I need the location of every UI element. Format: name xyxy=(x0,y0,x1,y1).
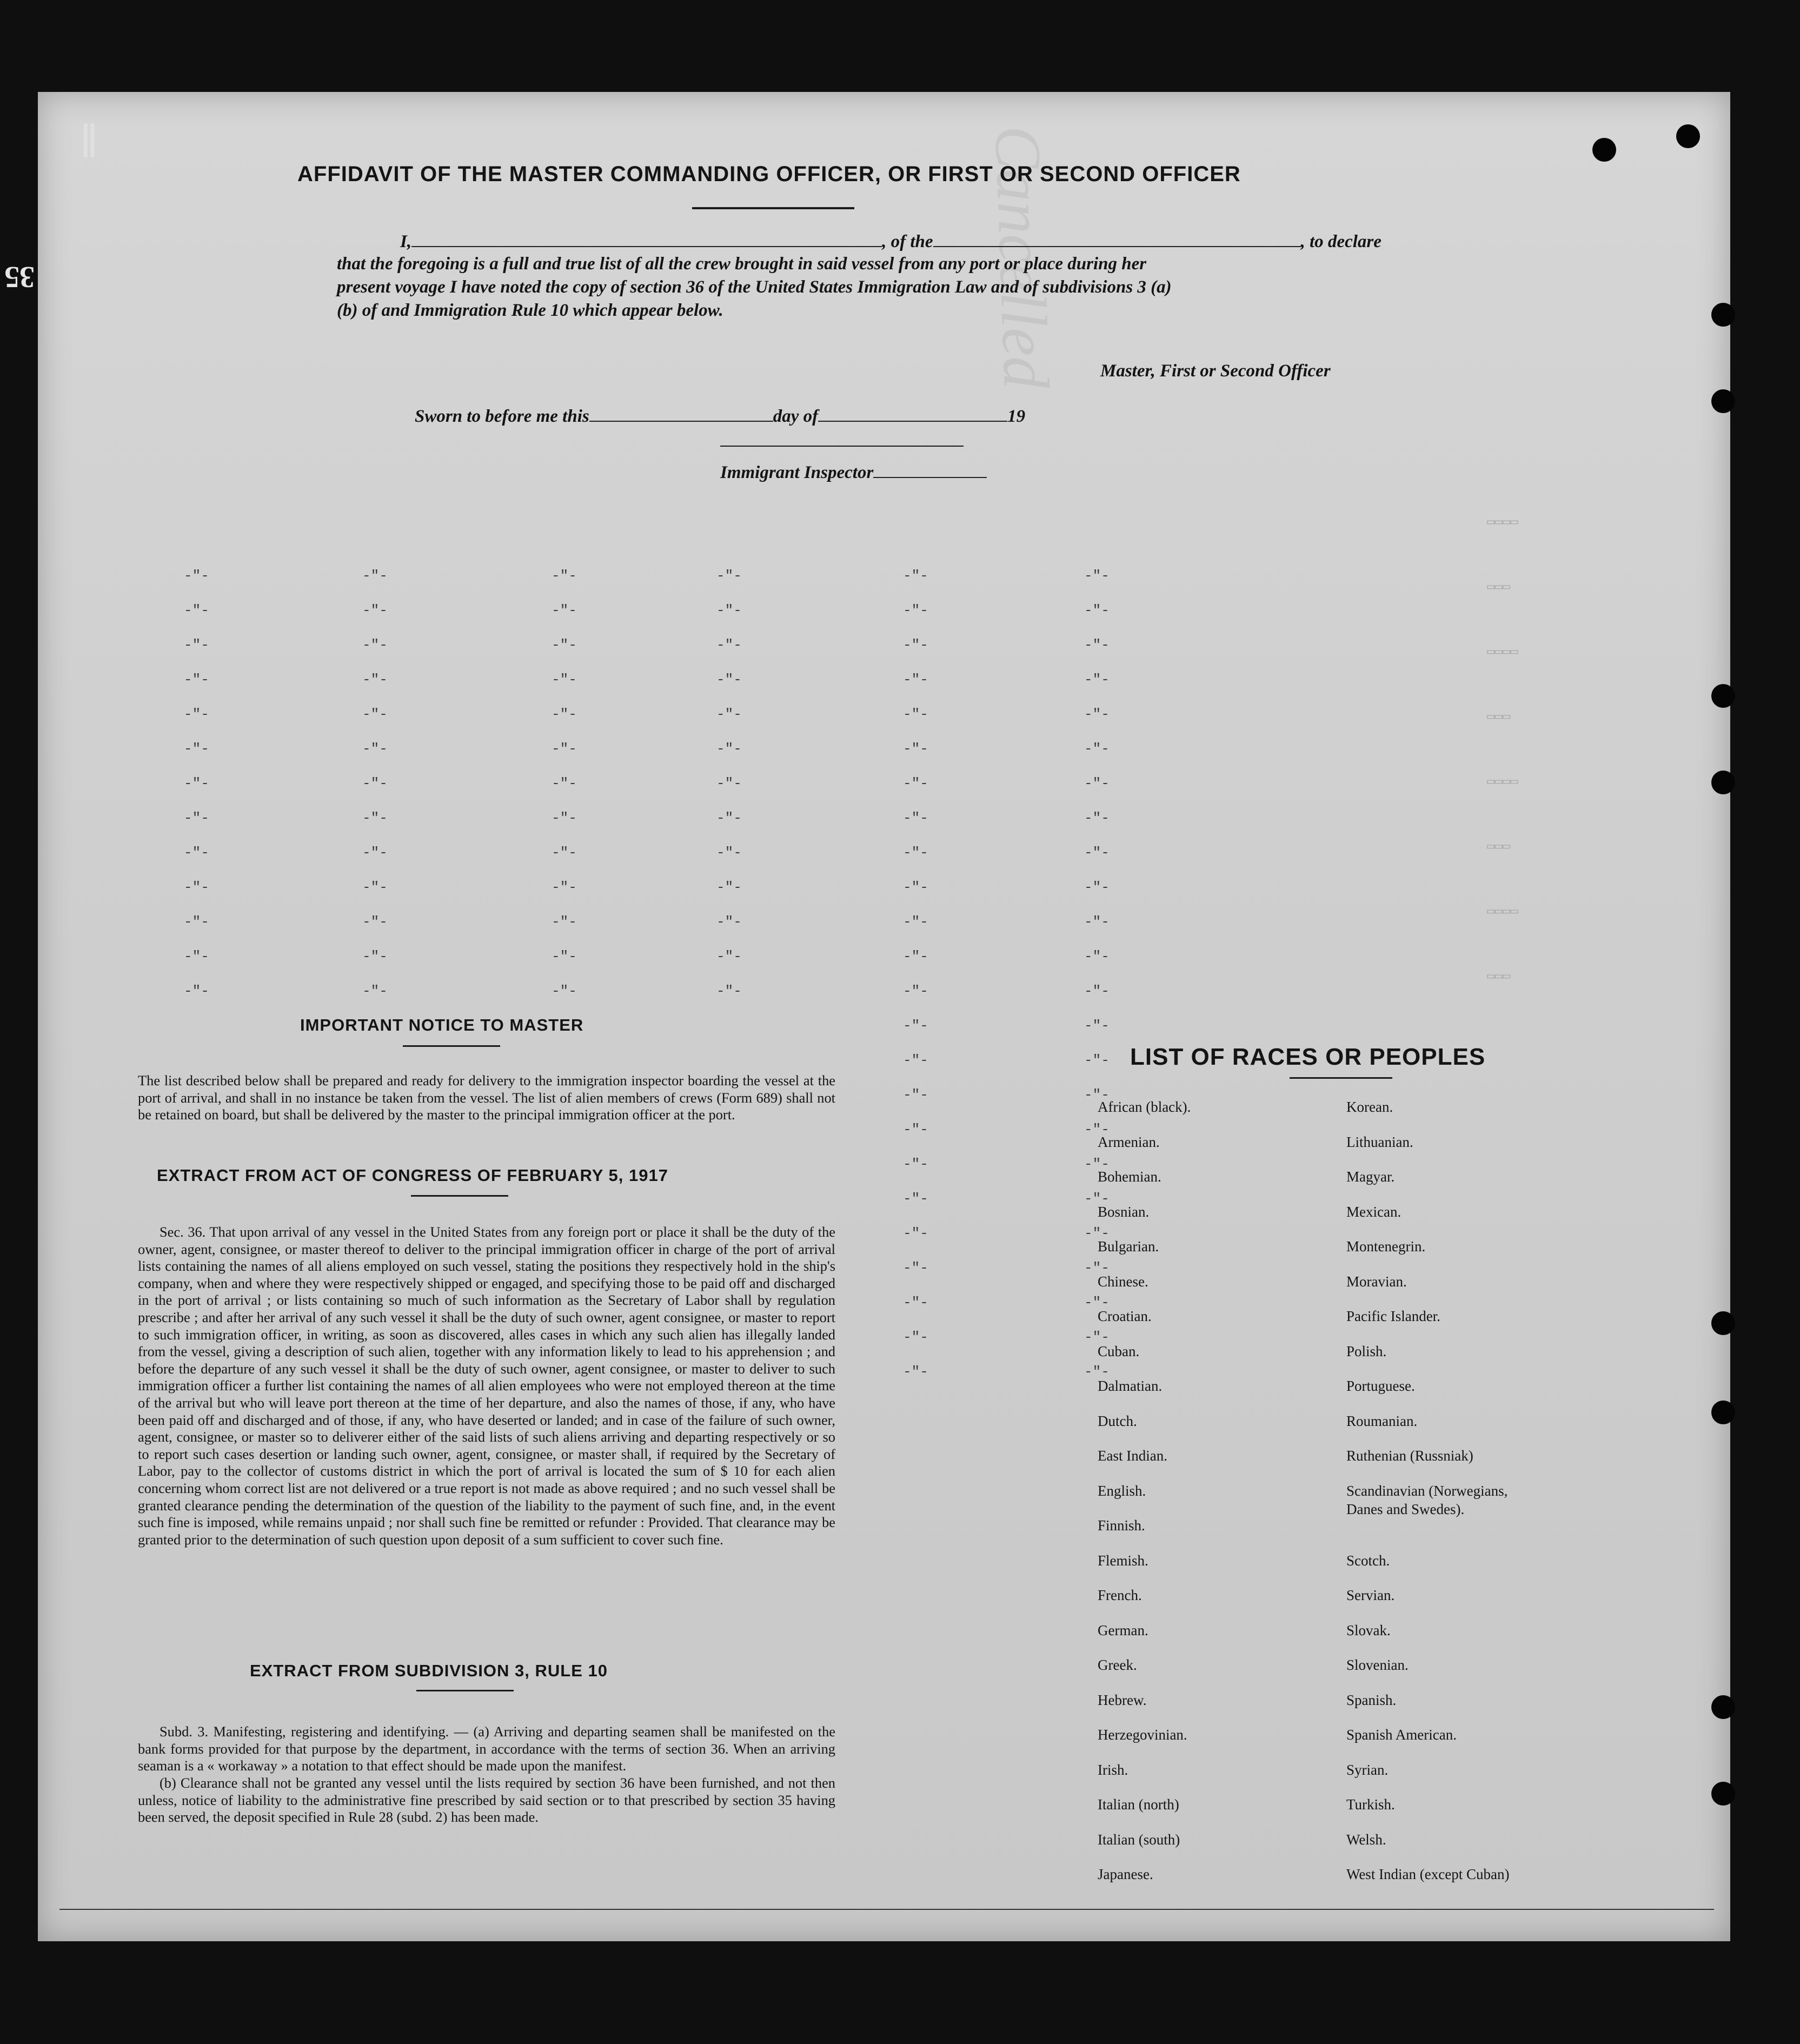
ditto-mark: -"- xyxy=(184,810,209,826)
ditto-mark: -"- xyxy=(903,1018,928,1034)
ditto-mark: -"- xyxy=(903,602,928,619)
ditto-mark: -"- xyxy=(903,948,928,965)
ditto-mark: -"- xyxy=(716,741,742,757)
sworn-label: Sworn to before me this xyxy=(415,407,589,426)
ditto-mark: -"- xyxy=(184,568,209,584)
ditto-mark: -"- xyxy=(184,602,209,619)
race-item: Slovenian. xyxy=(1346,1657,1409,1673)
act-text: Sec. 36. That upon arrival of any vessel in the United States from any foreign port or place it shall be the duty of the owner, agent, consignee, or master thereof to deliver to the principal immigration officer in charge of the port of arrival lists containing the names of all aliens employed on such vessel, stating the positions they respectively hold in the ship's company, when and where they were respectively shipped or engaged, and specifying those to be paid off and discharged in the port of arrival ; or lists containing so much of such information as the Secretary of Labor shall by regulation prescribe ; and after her arrival of any such vessel it shall be the duty of such owner, agent consignee, or master to report to such immigration officer, in writing, as soon as discovered, alles cases in which any such alien has illegally landed from the vessel, giving a description of such alien, together with any information likely to lead to his apprehension ; and before the departure of any such vessel it shall be the duty of such owner, agent consignee, or master to deliver to such immigration officer a further list containing the names of all alien employees who were not employed thereon at the time of the arrival but who will leave port thereon at the time of her departure, and also the names of those, if any, who have been paid off and discharged and of those, if any, who have deserted or landed; and in case of the failure of such owner, agent, consignee, or master so to deliverer either of the said lists of such aliens arriving and departing respectively or so to report such cases desertion or landing such owner, agent, consignee, or master shall, if required by the Secretary of Labor, pay to the collector of customs district in which the port of arrival is located the sum of $ 10 for each alien concerning whom correct list are not delivered or a true report is not made as above required ; and no such vessel shall be granted clearance pending the determination of the question of the liability to the payment of such fine, and, in the event such fine is imposed, while remains unpaid ; nor shall such fine be remitted or refunder : Provided. That clearance may be granted prior to the determination of such question upon deposit of a sum sufficient to cover such fine. xyxy=(138,1224,835,1548)
inspector-line xyxy=(720,462,987,483)
ditto-mark: -"- xyxy=(552,602,577,619)
ditto-mark: -"- xyxy=(362,983,388,999)
race-item: Roumanian. xyxy=(1346,1412,1418,1429)
race-item: Cuban. xyxy=(1098,1343,1140,1359)
ditto-mark: -"- xyxy=(903,1087,928,1103)
ditto-mark: -"- xyxy=(184,983,209,999)
master-signature-label: Master, First or Second Officer xyxy=(1100,361,1331,381)
ditto-mark: -"- xyxy=(552,879,577,895)
ditto-mark: -"- xyxy=(903,637,928,653)
punch-hole xyxy=(1711,771,1735,794)
ditto-mark: -"- xyxy=(716,672,742,688)
ditto-mark: -"- xyxy=(903,706,928,722)
year-label: 19 xyxy=(1007,407,1026,426)
ditto-mark: -"- xyxy=(184,845,209,861)
ditto-mark: -"- xyxy=(903,1052,928,1069)
ditto-mark: -"- xyxy=(552,568,577,584)
ditto-mark: -"- xyxy=(1084,706,1110,722)
ditto-mark: -"- xyxy=(362,741,388,757)
of-the-label: , of the xyxy=(882,232,933,251)
ditto-mark: -"- xyxy=(903,775,928,792)
punch-hole xyxy=(1711,1695,1735,1719)
notice-text: The list described below shall be prepared and ready for delivery to the immigration inspector boarding the vessel at the port of arrival, and shall in no instance be taken from the vessel. The list of alien members of crews (Form 689) shall not be retained on board, but shall be delivered by the master to the principal immigration officer at the port. xyxy=(138,1072,835,1123)
ditto-mark: -"- xyxy=(903,568,928,584)
ditto-mark: -"- xyxy=(903,1260,928,1276)
ditto-mark: -"- xyxy=(1084,810,1110,826)
ditto-mark: -"- xyxy=(1084,1018,1110,1034)
ditto-mark: -"- xyxy=(1084,637,1110,653)
race-item: Flemish. xyxy=(1098,1552,1148,1569)
ditto-mark: -"- xyxy=(1084,568,1110,584)
ditto-mark: -"- xyxy=(1084,1156,1110,1172)
affidavit-title: AFFIDAVIT OF THE MASTER COMMANDING OFFICER, OR FIRST OR SECOND OFFICER xyxy=(297,162,1241,186)
ditto-mark: -"- xyxy=(716,914,742,930)
race-item: Irish. xyxy=(1098,1761,1128,1778)
bottom-border-line xyxy=(59,1909,1714,1910)
ditto-mark: -"- xyxy=(1084,879,1110,895)
rule-text-a: Subd. 3. Manifesting, registering and identifying. — (a) Arriving and departing seamen shall be manifested on the bank forms provided for that purpose by the department, in accordance with the terms of section 36. When an arriving seaman is a « workaway » a notation to that effect should be made upon the manifest. xyxy=(138,1723,835,1774)
day-of-label: day of xyxy=(773,407,819,426)
race-item: Croatian. xyxy=(1098,1308,1152,1324)
punch-hole xyxy=(1711,1311,1735,1335)
ditto-mark: -"- xyxy=(362,568,388,584)
ditto-mark: -"- xyxy=(716,983,742,999)
race-item: Finnish. xyxy=(1098,1517,1145,1534)
ditto-mark: -"- xyxy=(903,1156,928,1172)
race-item: Mexican. xyxy=(1346,1203,1402,1220)
ditto-mark: -"- xyxy=(184,948,209,965)
declaration-line-4: (b) of and Immigration Rule 10 which appear below. xyxy=(337,301,723,320)
ditto-mark: -"- xyxy=(362,879,388,895)
ditto-mark: -"- xyxy=(552,672,577,688)
race-item: Herzegovinian. xyxy=(1098,1727,1187,1743)
ditto-mark: -"- xyxy=(1084,741,1110,757)
ditto-mark: -"- xyxy=(552,845,577,861)
ditto-mark: -"- xyxy=(1084,1260,1110,1276)
declaration-line-1 xyxy=(400,231,1381,252)
race-item: Scotch. xyxy=(1346,1552,1390,1569)
ditto-mark: -"- xyxy=(716,845,742,861)
inspector-blank[interactable] xyxy=(873,462,987,478)
race-item: Bohemian. xyxy=(1098,1169,1161,1185)
ditto-mark: -"- xyxy=(903,1121,928,1138)
race-item: Welsh. xyxy=(1346,1831,1386,1848)
race-item: Italian (south) xyxy=(1098,1831,1180,1848)
punch-hole xyxy=(1676,124,1700,148)
to-declare-label: , to declare xyxy=(1300,232,1381,251)
ditto-mark: -"- xyxy=(362,637,388,653)
ditto-mark: -"- xyxy=(184,914,209,930)
race-item: Slovak. xyxy=(1346,1622,1391,1638)
sworn-line xyxy=(415,406,1025,427)
ditto-mark: -"- xyxy=(903,879,928,895)
ditto-mark: -"- xyxy=(903,845,928,861)
punch-hole xyxy=(1592,138,1616,162)
ditto-mark: -"- xyxy=(1084,845,1110,861)
race-item: Bosnian. xyxy=(1098,1203,1150,1220)
ditto-mark: -"- xyxy=(1084,1329,1110,1345)
race-item: Ruthenian (Russniak) xyxy=(1346,1448,1473,1464)
ditto-mark: -"- xyxy=(1084,1364,1110,1380)
race-item: Turkish. xyxy=(1346,1796,1395,1813)
title-rule xyxy=(692,207,854,209)
race-item: Syrian. xyxy=(1346,1761,1389,1778)
race-item: Portuguese. xyxy=(1346,1378,1415,1394)
race-item: Spanish. xyxy=(1346,1691,1397,1708)
document-page: Cancelled ▭▭▭▭ ▭▭▭ ▭▭▭▭ ▭▭▭ ▭▭▭▭ ▭▭▭ ▭▭▭▭ ▭▭▭ AFFIDAVIT OF THE MASTER COMMANDING OFFICER, OR FIRST OR SECOND OFFICER I, , of the , to declare that the foregoing is a full and true list of all the crew brought in said vessel from any port or place during her present voyage I have noted the copy of section 36 of the United States Immigration Law and of subdivisions 3 (a) (b) of and Immigration Rule 10 which appear below. Master, First or Second Officer Sworn to before me this day of 19 Immigrant Inspector -"- -"- -"- -"- -"- -"- -"- -"- -"- -"- -"- -"- -"- -"- -"- -"- -"- -"- -"- -"- -"- -"- -"- -"- -"- -"- -"- -"- -"- -"- -"- -"- -"- -"- -"- -"- -"- -"- -"- -"- -"- -"- -"- -"- -"- -"- -"- -"- -"- -"- -"- -"- -"- -"- -"- -"- -"- -"- -"- -"- -"- -"- -"- -"- -"- -"- -"- -"- -"- -"- -"- -"- -"- -"- -"- -"- -"- -"- -"- -"- -"- -"- -"- -"- -"- -"- -"- -"- -"- -"- -"- -"- -"- -"- -"- -"- -"- -"- -"- -"- IMPORTANT NOTICE TO MASTER The list described below shall be prepared and ready for delivery to the immigration inspector boarding the vessel at the port of arrival, and shall in no instance be taken from the vessel. The list of alien members of crews (Form 689) shall not be retained on board, but shall be delivered by the master to the principal immigration officer at the port. EXTRACT FROM ACT OF CONGRESS OF FEBRUARY 5, 1917 Sec. 36. That upon arrival of any vessel in the United States from any foreign port or place it shall be the duty of the owner, agent, consignee, or master thereof to deliver to the principal immigration officer in charge of the port of arrival lists containing the names of all aliens employed on such vessel, stating the positions they respectively hold in the ship's company, when and where they were respectively shipped or engaged, and specifying those to be paid off and discharged in the port of arrival ; or lists containing so much of such information as the Secretary of Labor shall by regulation prescribe ; and after her arrival of any such vessel it shall be the duty of such owner, agent consignee, or master to report to such immigration officer, in writing, as soon as discovered, alles cases in which any such alien has illegally landed from the vessel, giving a description of such alien, together with any information likely to lead to his apprehension ; and before the departure of any such vessel it shall be the duty of such owner, agent consignee, or master to deliver to such immigration officer a further list containing the names of all alien employees who were not employed thereon at the time of the arrival but who will leave port thereon at the time of her departure, and also the names of those, if any, who have been paid off and discharged and of those, if any, who have deserted or landed; and in case of the failure of such owner, agent, consignee, or master so to deliverer either of the said lists of such aliens arriving and departing respectively or so to report such cases desertion or landing such owner, agent, consignee, or master shall, if required by the Secretary of Labor, pay to the collector of customs district in which the port of arrival is located the sum of $ 10 for each alien concerning whom correct list are not delivered or a true report is not made as above required ; and no such vessel shall be granted clearance pending the determination of the question of the liability to the payment of such fine, and, in the event such fine is imposed, while remains unpaid ; nor shall such fine be remitted or refunder : Provided. That clearance may be granted prior to the determination of such question upon deposit of a sum sufficient to cover such fine. EXTRACT FROM SUBDIVISION 3, RULE 10 Subd. 3. Manifesting, registering and identifying. — (a) Arriving and departing seamen shall be manifested on the bank forms provided for that purpose by the department, in accordance with the terms of section 36. When an arriving seaman is a « workaway » a notation to that effect should be made upon the manifest. (b) Clearance shall not be granted any vessel until the lists required by section 36 have been furnished, and not then unless, notice of liability to the administrative fine prescribed by said section or to that prescribed by section 35 having been served, the deposit specified in Rule 28 (subd. 2) has been made. LIST OF RACES OR PEOPLES African (black). Armenian. Bohemian. Bosnian. Bulgarian. Chinese. Croatian. Cuban. Dalmatian. Dutch. East Indian. English. Finnish. Flemish. French. German. Greek. Hebrew. Herzegovinian. Irish. Italian (north) Italian (south) Japanese. Korean. Lithuanian. Magyar. Mexican. Montenegrin. Moravian. Pacific Islander. Polish. Portuguese. Roumanian. Ruthenian (Russniak) Scandinavian (Norwegians, Danes and Swedes). Scotch. Servian. Slovak. Slovenian. Spanish. Spanish American. Syrian. Turkish. Welsh. West Indian (except Cuban) xyxy=(38,92,1730,1941)
page-number-mark: 35 xyxy=(4,260,35,294)
rule-text-b: (b) Clearance shall not be granted any vessel until the lists required by section 36 have been furnished, and not then unless, notice of liability to the administrative fine prescribed by said section or to that prescribed by section 35 having been served, the deposit specified in Rule 28 (subd. 2) has been made. xyxy=(138,1775,835,1826)
ditto-mark: -"- xyxy=(552,914,577,930)
rule-title: EXTRACT FROM SUBDIVISION 3, RULE 10 xyxy=(250,1661,608,1680)
race-item: Italian (north) xyxy=(1098,1796,1179,1813)
day-blank[interactable] xyxy=(589,406,773,422)
i-label: I, xyxy=(400,232,412,251)
vessel-blank[interactable] xyxy=(933,231,1301,247)
race-item: Chinese. xyxy=(1098,1273,1148,1290)
ditto-mark: -"- xyxy=(184,672,209,688)
ditto-mark: -"- xyxy=(716,568,742,584)
race-item: Pacific Islander. xyxy=(1346,1308,1440,1324)
races-title: LIST OF RACES OR PEOPLES xyxy=(1130,1044,1486,1070)
race-item: Danes and Swedes). xyxy=(1346,1501,1465,1517)
ditto-mark: -"- xyxy=(362,914,388,930)
race-item: African (black). xyxy=(1098,1099,1191,1115)
ditto-mark: -"- xyxy=(184,879,209,895)
name-blank[interactable] xyxy=(411,231,882,247)
ditto-mark: -"- xyxy=(1084,914,1110,930)
ditto-mark: -"- xyxy=(903,1364,928,1380)
ditto-mark: -"- xyxy=(903,810,928,826)
race-item: Greek. xyxy=(1098,1657,1137,1673)
ditto-mark: -"- xyxy=(903,1225,928,1242)
ditto-mark: -"- xyxy=(903,983,928,999)
race-item: Hebrew. xyxy=(1098,1691,1147,1708)
ditto-mark: -"- xyxy=(362,672,388,688)
ditto-mark: -"- xyxy=(362,706,388,722)
ditto-mark: -"- xyxy=(184,706,209,722)
race-item: East Indian. xyxy=(1098,1448,1167,1464)
race-item: French. xyxy=(1098,1587,1142,1603)
punch-hole xyxy=(1711,684,1735,708)
ditto-mark: -"- xyxy=(552,706,577,722)
ditto-mark: -"- xyxy=(1084,1295,1110,1311)
ditto-mark: -"- xyxy=(184,741,209,757)
ditto-mark: -"- xyxy=(1084,602,1110,619)
ditto-mark: -"- xyxy=(362,775,388,792)
ditto-mark: -"- xyxy=(552,775,577,792)
rule-rule xyxy=(416,1690,514,1691)
race-item: Lithuanian. xyxy=(1346,1133,1413,1150)
ditto-mark: -"- xyxy=(552,948,577,965)
ditto-mark: -"- xyxy=(1084,672,1110,688)
race-item: English. xyxy=(1098,1482,1146,1499)
ditto-mark: -"- xyxy=(716,810,742,826)
race-item: Montenegrin. xyxy=(1346,1238,1426,1255)
ditto-mark: -"- xyxy=(552,637,577,653)
race-item: Korean. xyxy=(1346,1099,1393,1115)
ditto-mark: -"- xyxy=(716,948,742,965)
race-item: Armenian. xyxy=(1098,1133,1160,1150)
race-item: Magyar. xyxy=(1346,1169,1395,1185)
race-item: Dalmatian. xyxy=(1098,1378,1163,1394)
ditto-mark: -"- xyxy=(903,672,928,688)
ditto-mark: -"- xyxy=(903,1295,928,1311)
ditto-mark: -"- xyxy=(1084,1052,1110,1069)
inspector-signature-line xyxy=(720,446,964,447)
ditto-mark: -"- xyxy=(552,810,577,826)
race-item: Japanese. xyxy=(1098,1866,1153,1882)
ditto-mark: -"- xyxy=(552,983,577,999)
ditto-mark: -"- xyxy=(903,1191,928,1207)
faded-stamp-watermark: Cancelled xyxy=(981,124,1062,390)
month-blank[interactable] xyxy=(818,406,1007,422)
ditto-mark: -"- xyxy=(716,602,742,619)
race-item: Spanish American. xyxy=(1346,1727,1457,1743)
inspector-label: Immigrant Inspector xyxy=(720,463,874,482)
ditto-mark: -"- xyxy=(1084,1225,1110,1242)
notice-title: IMPORTANT NOTICE TO MASTER xyxy=(300,1016,584,1034)
ditto-mark: -"- xyxy=(716,637,742,653)
ditto-mark: -"- xyxy=(1084,1087,1110,1103)
race-item: Servian. xyxy=(1346,1587,1395,1603)
ditto-mark: -"- xyxy=(716,706,742,722)
punch-hole xyxy=(1711,303,1735,327)
race-item: West Indian (except Cuban) xyxy=(1346,1866,1510,1882)
corner-tick-mark: ‖ xyxy=(81,115,97,168)
ditto-mark: -"- xyxy=(903,914,928,930)
ditto-mark: -"- xyxy=(1084,1191,1110,1207)
ditto-mark: -"- xyxy=(1084,1121,1110,1138)
punch-hole xyxy=(1711,389,1735,413)
act-title: EXTRACT FROM ACT OF CONGRESS OF FEBRUARY 5, 1917 xyxy=(157,1166,668,1185)
race-item: Scandinavian (Norwegians, xyxy=(1346,1482,1508,1499)
ditto-mark: -"- xyxy=(362,845,388,861)
race-item: Moravian. xyxy=(1346,1273,1407,1290)
declaration-line-3: present voyage I have noted the copy of section 36 of the United States Immigration Law and of subdivisions 3 (a) xyxy=(337,277,1172,297)
ditto-mark: -"- xyxy=(184,775,209,792)
race-item: Polish. xyxy=(1346,1343,1387,1359)
ditto-mark: -"- xyxy=(1084,983,1110,999)
ditto-mark: -"- xyxy=(716,775,742,792)
declaration-line-2: that the foregoing is a full and true list of all the crew brought in said vessel from any port or place during her xyxy=(337,254,1147,274)
punch-hole xyxy=(1711,1401,1735,1424)
ditto-mark: -"- xyxy=(362,810,388,826)
race-item: Bulgarian. xyxy=(1098,1238,1159,1255)
punch-hole xyxy=(1711,1782,1735,1806)
act-rule xyxy=(411,1195,508,1197)
ditto-mark: -"- xyxy=(184,637,209,653)
ditto-mark: -"- xyxy=(1084,948,1110,965)
ditto-mark: -"- xyxy=(1084,775,1110,792)
ditto-mark: -"- xyxy=(552,741,577,757)
notice-rule xyxy=(403,1045,500,1047)
ditto-mark: -"- xyxy=(903,741,928,757)
ditto-mark: -"- xyxy=(903,1329,928,1345)
races-rule xyxy=(1290,1077,1392,1079)
race-item: Dutch. xyxy=(1098,1412,1137,1429)
race-item: German. xyxy=(1098,1622,1148,1638)
ditto-mark: -"- xyxy=(362,948,388,965)
ditto-mark: -"- xyxy=(362,602,388,619)
ditto-mark: -"- xyxy=(716,879,742,895)
